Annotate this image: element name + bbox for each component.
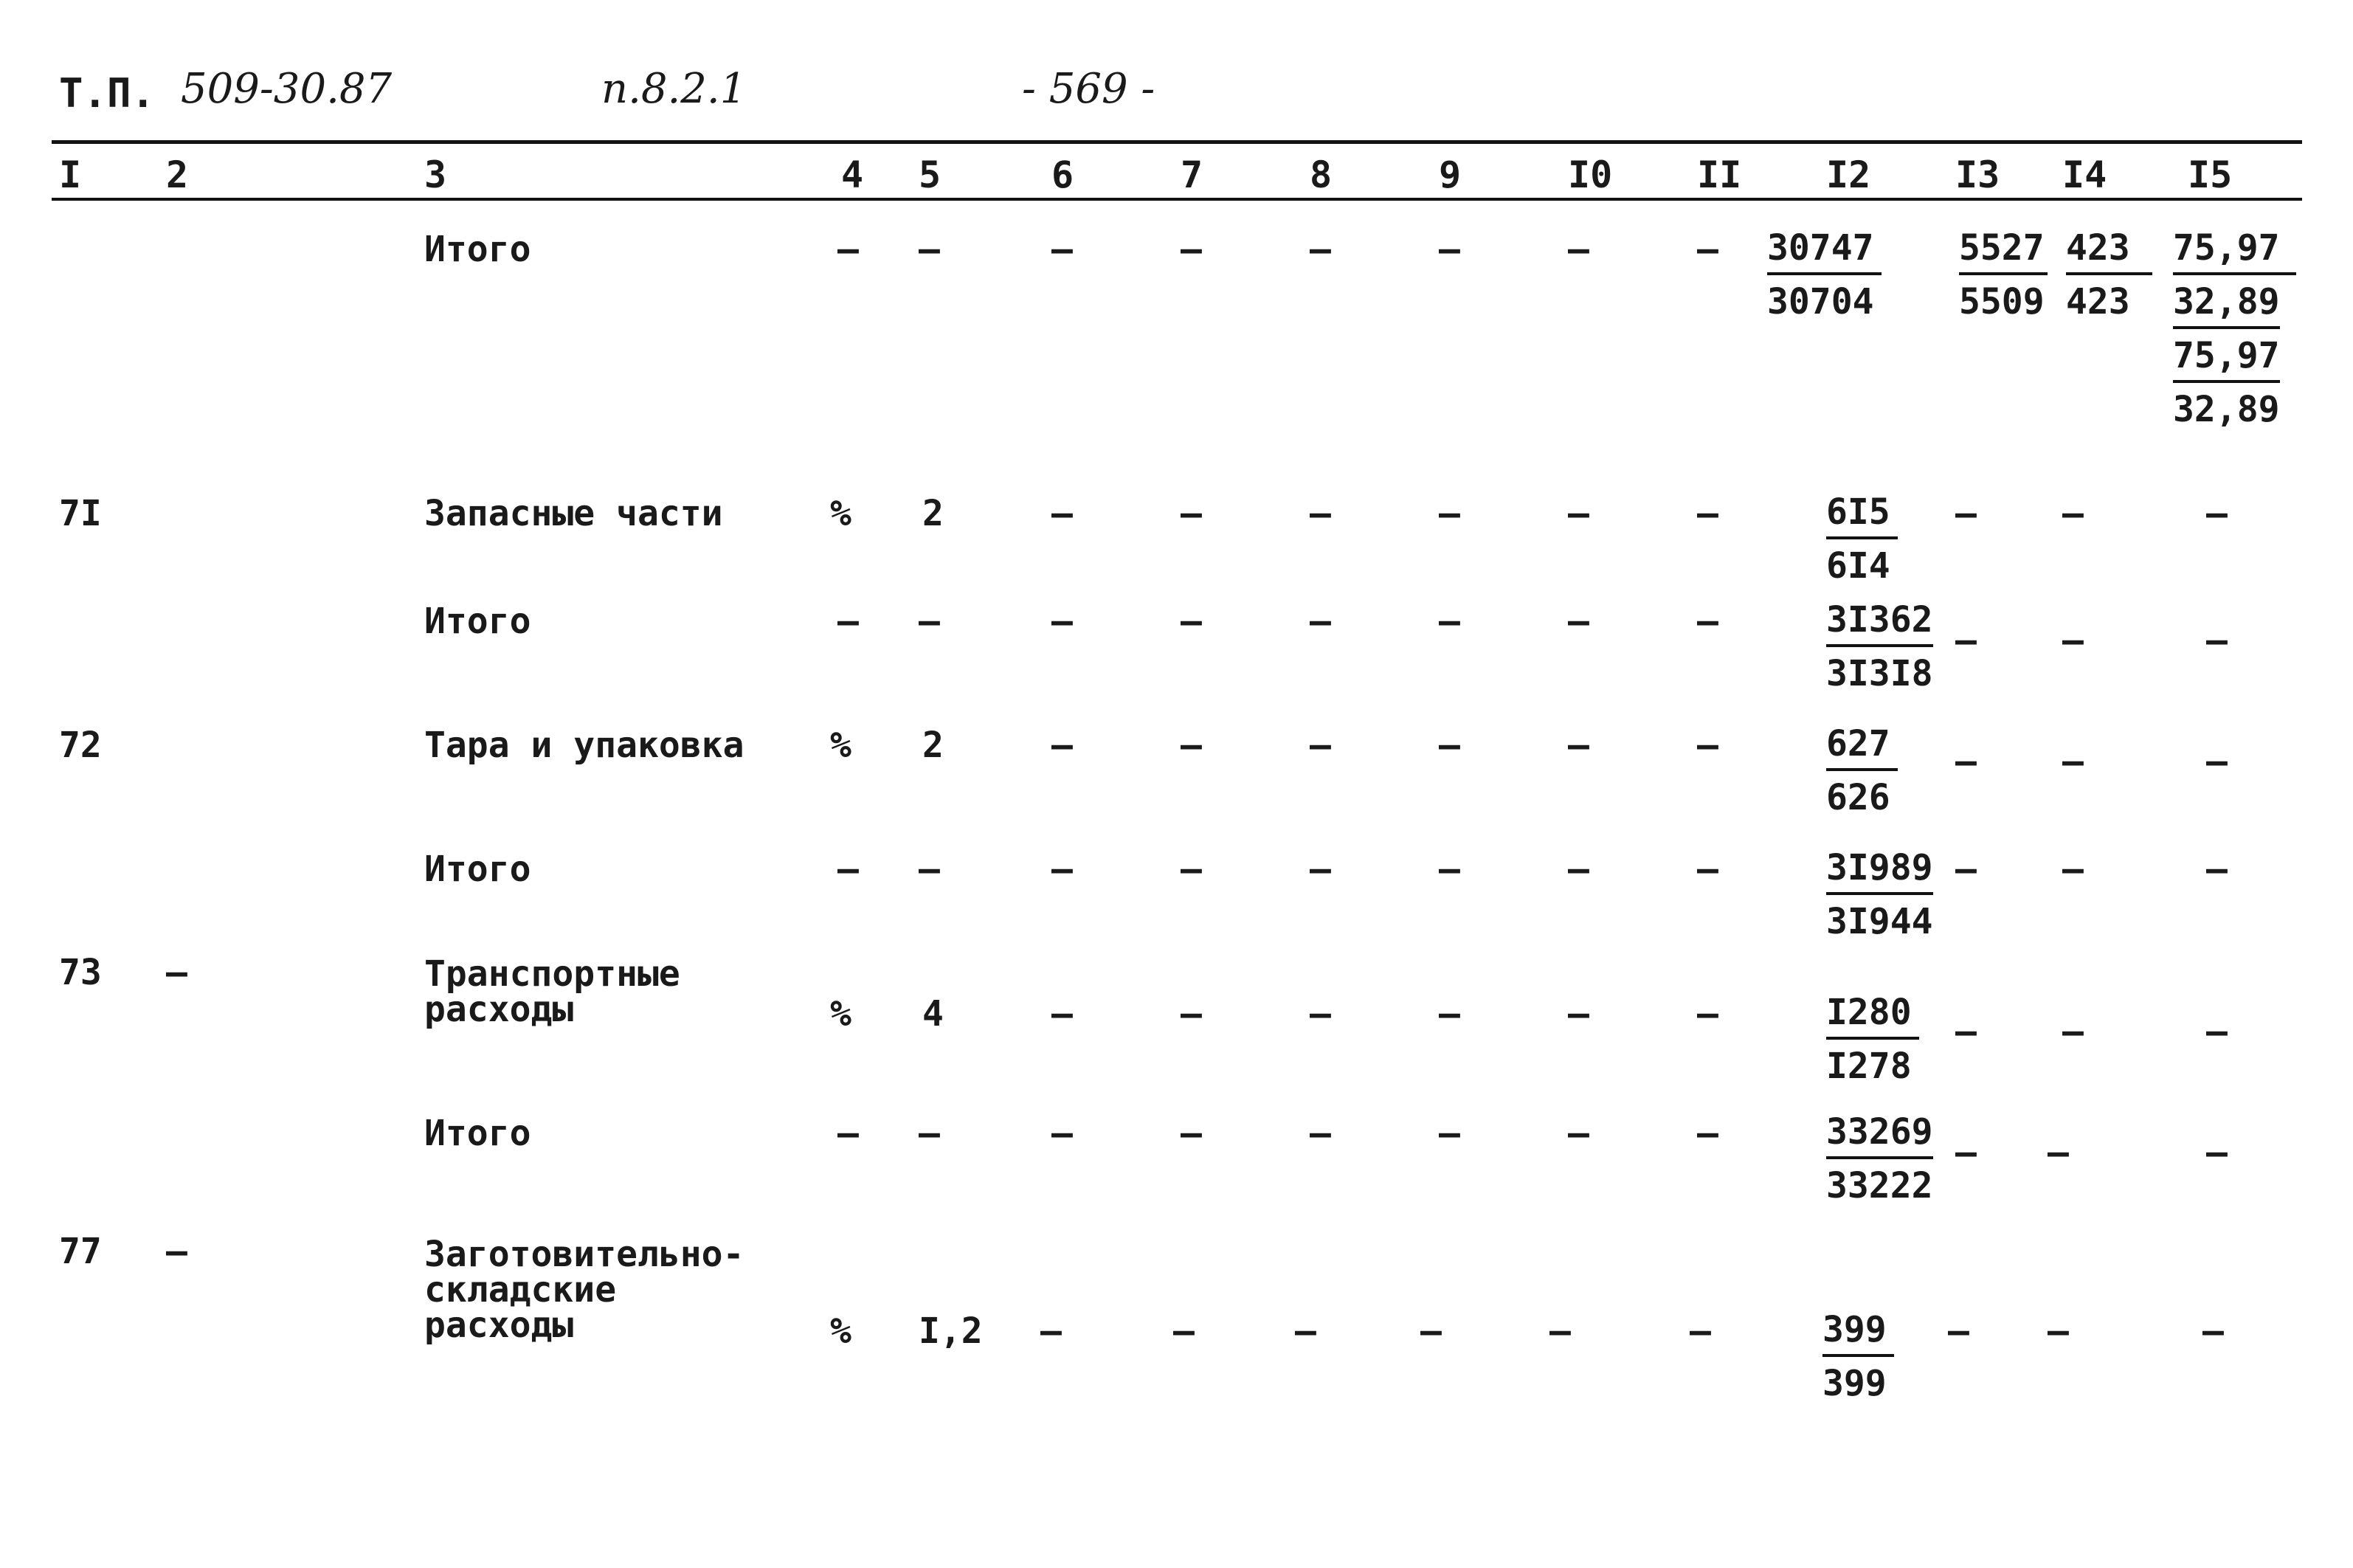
dash-cell: – bbox=[1690, 1310, 1711, 1352]
row-label: Итого bbox=[424, 849, 531, 890]
dash-cell: – bbox=[1955, 1132, 1977, 1173]
dash-cell: – bbox=[1568, 601, 1589, 642]
dash-cell: – bbox=[2206, 849, 2228, 890]
col-num-14: I4 bbox=[2062, 153, 2107, 196]
dash-cell: – bbox=[919, 1113, 940, 1154]
row-label: Итого bbox=[424, 1113, 531, 1154]
row-code: 73 bbox=[59, 952, 102, 993]
dash-cell: – bbox=[1697, 229, 1718, 270]
dash-cell: – bbox=[1420, 1310, 1442, 1352]
row-label: Итого bbox=[424, 601, 531, 642]
fraction-cell bbox=[1826, 1105, 1933, 1212]
dash-cell: – bbox=[1295, 1310, 1316, 1352]
dash-cell: – bbox=[2206, 1011, 2228, 1052]
dash-cell: – bbox=[1173, 1310, 1195, 1352]
dash-cell: – bbox=[1955, 1011, 1977, 1052]
dash-cell: – bbox=[2206, 1132, 2228, 1173]
dash-cell: – bbox=[1051, 493, 1073, 534]
unit-cell: % bbox=[830, 1310, 851, 1352]
dash-cell: – bbox=[1568, 1113, 1589, 1154]
project-number: 509-30.87 bbox=[181, 65, 393, 113]
dash-cell: – bbox=[1439, 725, 1460, 766]
dash-cell: – bbox=[919, 849, 940, 890]
dash-cell: – bbox=[2206, 741, 2228, 782]
numerator: 75,97 bbox=[2173, 224, 2296, 275]
denominator: 32,89 bbox=[2173, 277, 2280, 329]
row-label: Тара и упаковка bbox=[424, 725, 744, 766]
fraction-cell bbox=[1767, 221, 1882, 328]
col-num-4: 4 bbox=[841, 153, 864, 196]
dash-cell: – bbox=[919, 601, 940, 642]
col-num-2: 2 bbox=[166, 153, 189, 196]
dash-cell: – bbox=[2062, 1011, 2084, 1052]
numerator: 3I362 bbox=[1826, 595, 1933, 647]
dash-cell: – bbox=[2048, 1310, 2069, 1352]
section-number: п.8.2.1 bbox=[601, 65, 747, 113]
col-num-8: 8 bbox=[1310, 153, 1333, 196]
dash-cell: – bbox=[1439, 1113, 1460, 1154]
numerator: 3I989 bbox=[1826, 843, 1933, 895]
dash-cell: – bbox=[1439, 493, 1460, 534]
fraction-cell bbox=[1826, 986, 1919, 1093]
dash-cell: – bbox=[1051, 1113, 1073, 1154]
dash-cell: – bbox=[1697, 725, 1718, 766]
dash-cell: – bbox=[1568, 849, 1589, 890]
row-label: Запасные части bbox=[424, 493, 723, 534]
dash-cell: – bbox=[1181, 601, 1202, 642]
dash-cell: – bbox=[1568, 725, 1589, 766]
dash-cell: – bbox=[1051, 849, 1073, 890]
dash-cell: – bbox=[2206, 493, 2228, 534]
col-num-5: 5 bbox=[919, 153, 941, 196]
denominator: 3I3I8 bbox=[1826, 653, 1933, 694]
row-code: 72 bbox=[59, 725, 102, 766]
numerator: 399 bbox=[1822, 1305, 1894, 1357]
dash-cell: – bbox=[837, 849, 859, 890]
col-num-12: I2 bbox=[1826, 153, 1871, 196]
doc-prefix: Т.П. bbox=[59, 70, 156, 117]
dash-cell: – bbox=[1549, 1310, 1571, 1352]
dash-cell: – bbox=[1310, 993, 1331, 1035]
denominator: 32,89 bbox=[2173, 389, 2280, 430]
dash-cell: – bbox=[2048, 1132, 2069, 1173]
row-label: Итого bbox=[424, 229, 531, 270]
dash-cell: – bbox=[1955, 741, 1977, 782]
dash-cell: – bbox=[1955, 849, 1977, 890]
dash-cell: – bbox=[1051, 601, 1073, 642]
numerator: 423 bbox=[2066, 224, 2152, 275]
denominator: 30704 bbox=[1767, 281, 1874, 322]
row-code: 77 bbox=[59, 1231, 102, 1272]
numerator: 627 bbox=[1826, 719, 1898, 771]
dash-cell: – bbox=[837, 601, 859, 642]
row-label-line-3: расходы bbox=[424, 1305, 574, 1346]
dash-cell: – bbox=[1310, 601, 1331, 642]
header-rule-bottom bbox=[52, 198, 2302, 201]
fraction-cell bbox=[1826, 593, 1933, 700]
col-num-7: 7 bbox=[1181, 153, 1203, 196]
dash-cell: – bbox=[919, 229, 940, 270]
dash-cell: – bbox=[1310, 493, 1331, 534]
col-num-13: I3 bbox=[1955, 153, 2000, 196]
dash-cell: – bbox=[1439, 849, 1460, 890]
unit-cell: % bbox=[830, 725, 851, 766]
dash-cell: – bbox=[837, 1113, 859, 1154]
row-label-line-1: Заготовительно- bbox=[424, 1234, 744, 1275]
dash-cell: – bbox=[1051, 993, 1073, 1035]
denominator: 3I944 bbox=[1826, 901, 1933, 942]
dash-cell: – bbox=[1051, 725, 1073, 766]
dash-cell: – bbox=[1697, 993, 1718, 1035]
denominator: 6I4 bbox=[1826, 545, 1890, 587]
dash-cell: – bbox=[1181, 849, 1202, 890]
rate-cell: 2 bbox=[922, 493, 944, 534]
dash-cell: – bbox=[1955, 620, 1977, 661]
col-num-3: 3 bbox=[424, 153, 447, 196]
dash-cell: – bbox=[1310, 1113, 1331, 1154]
dash-cell: – bbox=[1439, 993, 1460, 1035]
dash-cell: – bbox=[1310, 849, 1331, 890]
dash-cell: – bbox=[2062, 741, 2084, 782]
dash-cell: – bbox=[1181, 993, 1202, 1035]
numerator: 6I5 bbox=[1826, 488, 1898, 539]
denominator: 5509 bbox=[1959, 281, 2045, 322]
dash-cell: – bbox=[1439, 601, 1460, 642]
dash-cell: – bbox=[1181, 1113, 1202, 1154]
dash-cell: – bbox=[1568, 493, 1589, 534]
dash-cell: – bbox=[1181, 725, 1202, 766]
dash-cell: – bbox=[1310, 229, 1331, 270]
dash-cell: – bbox=[2206, 620, 2228, 661]
row-label-line-2: складские bbox=[424, 1269, 617, 1310]
dash-cell: – bbox=[1697, 601, 1718, 642]
dash-cell: – bbox=[1955, 493, 1977, 534]
denominator: 423 bbox=[2066, 281, 2130, 322]
dash-cell: – bbox=[166, 1231, 187, 1272]
header-rule-top bbox=[52, 140, 2302, 144]
row-label-line-1: Транспортные bbox=[424, 953, 680, 995]
dash-cell: – bbox=[1310, 725, 1331, 766]
rate-cell: 4 bbox=[922, 993, 944, 1035]
numerator: 33269 bbox=[1826, 1108, 1933, 1159]
denominator: 399 bbox=[1822, 1363, 1887, 1404]
row-code: 7I bbox=[59, 493, 102, 534]
dash-cell: – bbox=[1697, 493, 1718, 534]
dash-cell: – bbox=[166, 952, 187, 993]
col-num-11: II bbox=[1697, 153, 1742, 196]
denominator: 33222 bbox=[1826, 1165, 1933, 1206]
row-label-line-2: расходы bbox=[424, 989, 574, 1030]
dash-cell: – bbox=[1568, 993, 1589, 1035]
numerator: 5527 bbox=[1959, 224, 2048, 275]
dash-cell: – bbox=[2202, 1310, 2224, 1352]
dash-cell: – bbox=[2062, 849, 2084, 890]
dash-cell: – bbox=[1181, 229, 1202, 270]
unit-cell: % bbox=[830, 993, 851, 1035]
col-num-6: 6 bbox=[1051, 153, 1074, 196]
fraction-cell bbox=[2066, 221, 2152, 328]
rate-cell: I,2 bbox=[919, 1310, 983, 1352]
numerator: 30747 bbox=[1767, 224, 1882, 275]
denominator: 626 bbox=[1826, 777, 1890, 818]
denominator: I278 bbox=[1826, 1046, 1912, 1087]
rate-cell: 2 bbox=[922, 725, 944, 766]
dash-cell: – bbox=[1697, 1113, 1718, 1154]
fraction-cell bbox=[1822, 1303, 1894, 1410]
col-num-1: I bbox=[59, 153, 82, 196]
dash-cell: – bbox=[2062, 620, 2084, 661]
fraction-cell bbox=[1826, 717, 1898, 824]
fraction-cell bbox=[1826, 486, 1898, 593]
col-num-15: I5 bbox=[2188, 153, 2233, 196]
dash-cell: – bbox=[837, 229, 859, 270]
dash-cell: – bbox=[1697, 849, 1718, 890]
numerator: I280 bbox=[1826, 988, 1919, 1040]
fraction-cell bbox=[1959, 221, 2048, 328]
dash-cell: – bbox=[1051, 229, 1073, 270]
dash-cell: – bbox=[1439, 229, 1460, 270]
unit-cell: % bbox=[830, 493, 851, 534]
dash-cell: – bbox=[1040, 1310, 1062, 1352]
col-num-10: I0 bbox=[1568, 153, 1613, 196]
numerator: 75,97 bbox=[2173, 331, 2280, 383]
fraction-cell bbox=[1826, 841, 1933, 948]
col-num-9: 9 bbox=[1439, 153, 1462, 196]
dash-cell: – bbox=[2062, 493, 2084, 534]
fraction-cell-stack bbox=[2173, 221, 2296, 436]
dash-cell: – bbox=[1568, 229, 1589, 270]
dash-cell: – bbox=[1181, 493, 1202, 534]
page-number: - 569 - bbox=[1022, 65, 1155, 113]
dash-cell: – bbox=[1948, 1310, 1969, 1352]
